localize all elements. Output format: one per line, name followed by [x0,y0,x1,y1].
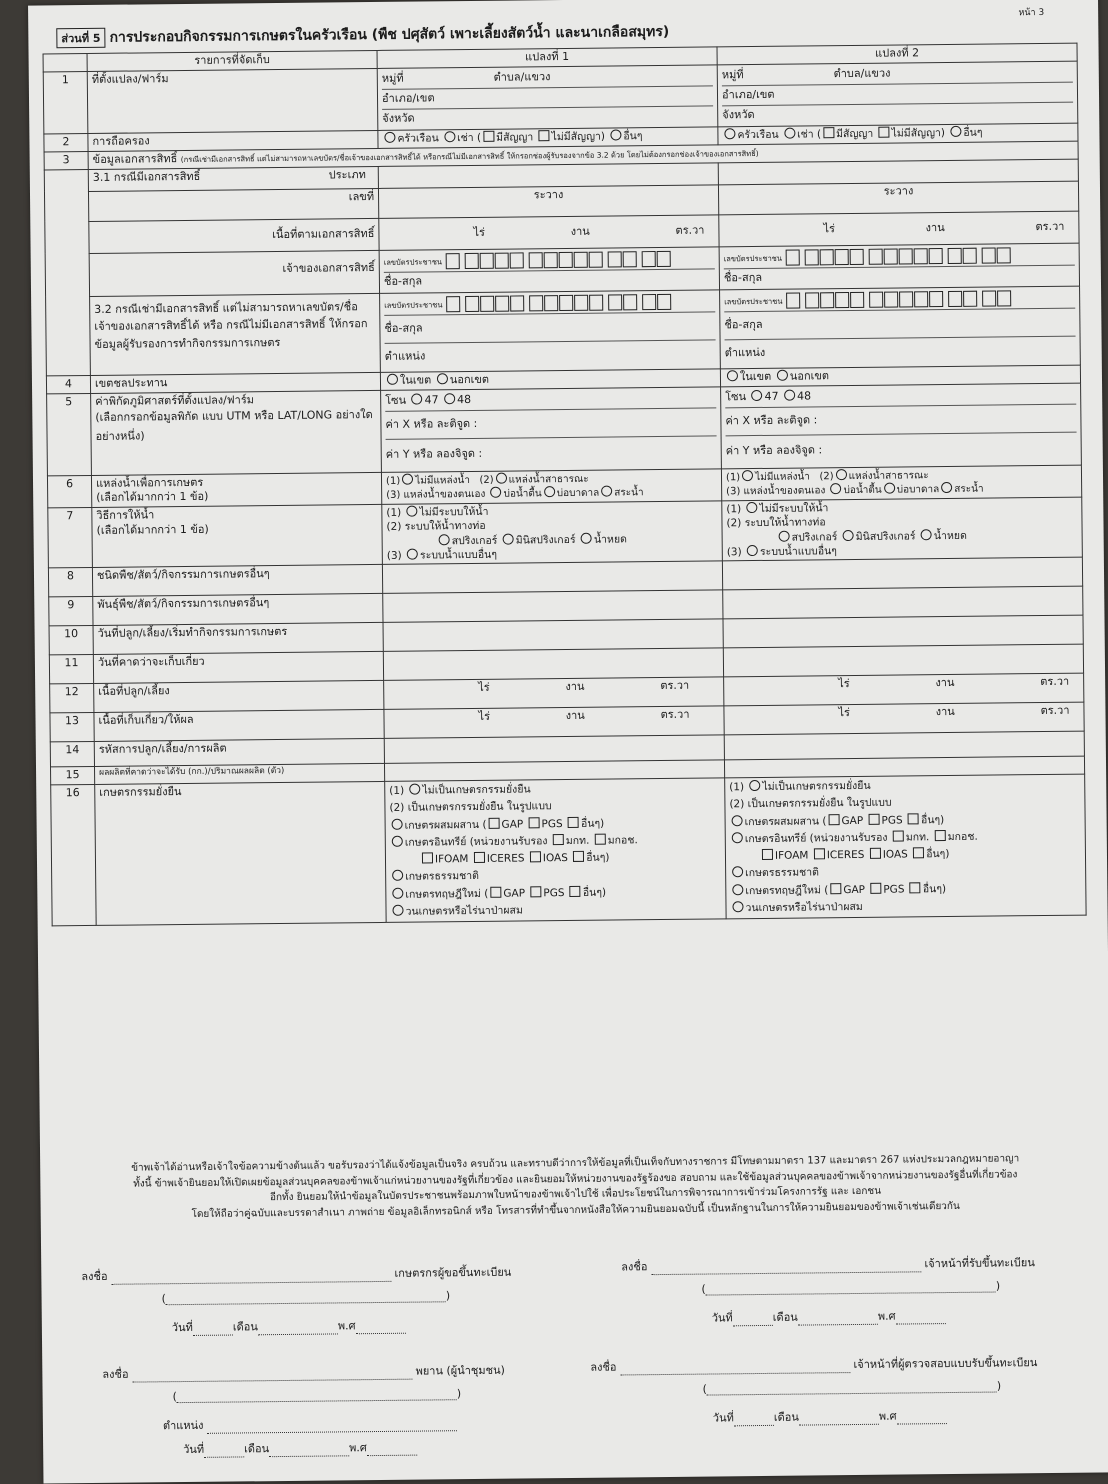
checkbox-icon[interactable] [868,813,879,824]
radio-icon[interactable] [387,373,398,384]
signature-line[interactable] [651,1271,921,1275]
checkbox-icon[interactable] [573,851,584,862]
radio-icon[interactable] [409,783,420,794]
radio-icon[interactable] [747,545,758,556]
radio-icon[interactable] [732,867,743,878]
plot1-irrigation-zone[interactable]: ในเขต นอกเขต [380,369,720,390]
plot2-planted-area[interactable]: ไร่ งาน ตร.วา [724,673,1084,706]
id-card-boxes[interactable] [786,290,1012,308]
plot1-location[interactable]: หมู่ที่ ตำบล/แขวง อำเภอ/เขต จังหวัด [377,65,718,131]
checkbox-icon[interactable] [893,830,904,841]
plot1-deed-number[interactable]: ระวาง [378,185,718,219]
plot2-sustainable-agri[interactable]: (1) ไม่เป็นเกษตรกรรมยั่งยืน (2) เป็นเกษตรกรรมยั่งยืน ในรูปแบบ เกษตรผสมผสาน ( GAP PGS อื่นๆ) เกษตรอินทรีย์ (หน่วยงานรับรอง มกท. มกอช. IFOAM ICERES IOAS อื่นๆ) เกษตรธรรมชาติ เกษตรทฤษฎีใหม่ ( GAP PGS อื่นๆ) วนเกษตรหรือไร่นาป่าผสม [725,774,1086,919]
radio-icon[interactable] [777,369,788,380]
checkbox-icon[interactable] [483,131,494,142]
header-item: รายการที่จัดเก็บ [87,50,377,71]
row-plant-date: 10 วันที่ปลูก/เลี้ยง/เริ่มทำกิจกรรมการเกษตร [49,615,1083,655]
checkbox-icon[interactable] [539,130,550,141]
radio-icon[interactable] [581,532,592,543]
plot1-sustainable-agri[interactable]: (1) ไม่เป็นเกษตรกรรมยั่งยืน (2) เป็นเกษตรกรรมยั่งยืน ในรูปแบบ เกษตรผสมผสาน ( GAP PGS อื่นๆ) เกษตรอินทรีย์ (หน่วยงานรับรอง มกท. มกอช. IFOAM ICERES IOAS อื่นๆ) เกษตรธรรมชาติ เกษตรทฤษฎีใหม่ ( GAP PGS อื่นๆ) วนเกษตรหรือไร่นาป่าผสม [385,778,726,923]
radio-icon[interactable] [921,529,932,540]
radio-icon[interactable] [836,469,847,480]
radio-icon[interactable] [830,483,841,494]
id-card-boxes[interactable] [446,294,672,312]
row-expected-yield: 15 ผลผลิตที่คาดว่าจะได้รับ (กก.)/ปริมาณผลผลิต (ตัว) [51,756,1085,785]
signature-farmer-date: วันที่ เดือน พ.ศ [172,1316,406,1336]
checkbox-icon[interactable] [530,886,541,897]
row-crop-variety: 9 พันธุ์พืช/สัตว์/กิจกรรมการเกษตรอื่นๆ [49,586,1083,626]
radio-icon[interactable] [392,870,403,881]
plot2-coordinates[interactable]: โซน 47 48 ค่า X หรือ ละติจูด : ค่า Y หรือ ลองจิจูด : [721,383,1082,469]
checkbox-icon[interactable] [828,814,839,825]
plot1-planted-area[interactable]: ไร่ งาน ตร.วา [384,677,724,710]
row-certifier: 3.2 กรณีเช่ามีเอกสารสิทธิ์ แต่ไม่สามารถหาเลขบัตร/ชื่อเจ้าของเอกสารสิทธิ์ได้ หรือ กรณีไม่มีเอกสารสิทธิ์ ให้กรอกข้อมูลผู้รับรองการทำกิจกรรมการเกษตร เลขบัตรประชาชน ชื่อ-สกุล ตำแหน่ง เลขบัตรประชาชน ชื่อ-สกุล ตำแหน่ง [46,286,1081,376]
radio-icon[interactable] [437,373,448,384]
radio-icon[interactable] [439,534,450,545]
row-crop-type: 8 ชนิดพืช/สัตว์/กิจกรรมการเกษตรอื่นๆ [48,557,1082,597]
radio-icon[interactable] [392,818,403,829]
section-title-text: การประกอบกิจกรรมการเกษตรในครัวเรือน (พืช ปศุสัตว์ เพาะเลี้ยงสัตว์น้ำ และนาเกลือสมุทร) [109,23,670,46]
radio-icon[interactable] [384,132,395,143]
signature-line[interactable] [111,1281,391,1285]
plot1-coordinates[interactable]: โซน 47 48 ค่า X หรือ ละติจูด : ค่า Y หรือ ลองจิจูด : [381,386,722,472]
form-page [28,0,1108,1484]
plot2-plant-date[interactable] [723,615,1083,648]
row-sustainable-agri: 16 เกษตรกรรมยั่งยืน (1) ไม่เป็นเกษตรกรรมยั่งยืน (2) เป็นเกษตรกรรมยั่งยืน ในรูปแบบ เกษตรผสมผสาน ( GAP PGS อื่นๆ) เกษตรอินทรีย์ (หน่วยงานรับรอง มกท. มกอช. IFOAM ICERES IOAS อื่นๆ) เกษตรธรรมชาติ เกษตรทฤษฎีใหม่ ( GAP PGS อื่นๆ) วนเกษตรหรือไร่นาป่าผสม (1) ไม่เป็นเกษตรกรรมยั่งยืน (2) เป็นเกษตรกรรมยั่งยืน ในรูปแบบ เกษตรผสมผสาน ( GAP PGS อื่นๆ) เกษตรอินทรีย์ (หน่วยงานรับรอง มกท. มกอช. IFOAM ICERES IOAS อื่นๆ) เกษตรธรรมชาติ เกษตรทฤษฎีใหม่ ( GAP PGS อื่นๆ) วนเกษตรหรือไร่นาป่าผสม [51,774,1086,926]
signature-line[interactable] [132,1379,412,1383]
signature-officer-name: ( ) [701,1279,1001,1296]
checkbox-icon[interactable] [878,127,889,138]
radio-icon[interactable] [407,548,418,559]
plot1-crop-variety[interactable] [383,590,723,623]
radio-icon[interactable] [601,486,612,497]
signature-farmer: ลงชื่อ เกษตรกรผู้ขอขึ้นทะเบียน [81,1265,512,1284]
plot2-deed-owner[interactable]: เลขบัตรประชาชน ชื่อ-สกุล [719,243,1079,290]
checkbox-icon[interactable] [830,883,841,894]
name-line[interactable] [166,1301,446,1305]
plot2-water-source[interactable]: (1) ไม่มีแหล่งน้ำ (2) แหล่งน้ำสาธารณะ (3) แหล่งน้ำของตนเอง บ่อน้ำตื้น บ่อบาดาล สระน้ำ [721,465,1081,501]
signature-witness: ลงชื่อ พยาน (ผู้นำชุมชน) [102,1363,505,1381]
checkbox-icon[interactable] [870,882,881,893]
radio-icon[interactable] [749,780,760,791]
plot1-harvest-date[interactable] [383,648,723,681]
radio-icon[interactable] [742,470,753,481]
radio-icon[interactable] [779,530,790,541]
checkbox-icon[interactable] [913,847,924,858]
radio-icon[interactable] [444,393,455,404]
row-location: 1 ที่ตั้งแปลง/ฟาร์ม หมู่ที่ ตำบล/แขวง อำเภอ/เขต จังหวัด หมู่ที่ ตำบล/แขวง อำเภอ/เขต จังหวัด [43,61,1078,134]
checkbox-icon[interactable] [528,817,539,828]
checkbox-icon[interactable] [530,851,541,862]
checkbox-icon[interactable] [908,813,919,824]
row-deed-owner: เจ้าของเอกสารสิทธิ์ เลขบัตรประชาชน ชื่อ-สกุล เลขบัตรประชาชน ชื่อ-สกุล [45,243,1079,297]
plot1-deed-area[interactable]: ไร่ งาน ตร.วา [379,215,719,251]
signature-witness-date: วันที่ เดือน พ.ศ [183,1438,417,1458]
checkbox-icon[interactable] [474,852,485,863]
radio-icon[interactable] [544,486,555,497]
radio-icon[interactable] [784,128,795,139]
plot1-watering-method[interactable]: (1) ไม่มีระบบให้น้ำ (2) ระบบให้น้ำทางท่อ สปริงเกอร์ มินิสปริงเกอร์ น้ำหยด (3) ระบบน้ำแบบอื่นๆ [382,501,723,564]
plot1-plant-date[interactable] [383,619,723,652]
position-line[interactable] [207,1430,457,1434]
plot2-crop-type[interactable] [722,557,1082,590]
plot1-deed-owner[interactable]: เลขบัตรประชาชน ชื่อ-สกุล [379,247,719,294]
row-planted-area: 12 เนื้อที่ปลูก/เลี้ยง ไร่ งาน ตร.วา ไร่ งาน ตร.วา [50,673,1084,713]
radio-icon[interactable] [724,128,735,139]
checkbox-icon[interactable] [490,886,501,897]
checkbox-icon[interactable] [570,886,581,897]
row-harvested-area: 13 เนื้อที่เก็บเกี่ยว/ให้ผล ไร่ งาน ตร.วา ไร่ งาน ตร.วา [50,702,1084,742]
radio-icon[interactable] [884,483,895,494]
signature-checker-name: ( ) [702,1379,1002,1396]
radio-icon[interactable] [610,129,621,140]
checkbox-icon[interactable] [422,853,433,864]
section-title [56,21,669,49]
signature-officer-date: วันที่ เดือน พ.ศ [712,1306,946,1326]
plot2-harvest-date[interactable] [723,644,1083,677]
signature-officer: ลงชื่อ เจ้าหน้าที่รับขึ้นทะเบียน [621,1256,1035,1274]
signature-witness-name: ( ) [172,1387,462,1404]
checkbox-icon[interactable] [870,848,881,859]
signature-witness-position: ตำแหน่ง [163,1413,457,1434]
radio-icon[interactable] [412,393,423,404]
radio-icon[interactable] [392,905,403,916]
row-irrigation-zone: 4 เขตชลประทาน ในเขต นอกเขต ในเขต นอกเขต [46,365,1080,394]
plot2-tenure[interactable]: ครัวเรือน เช่า ( มีสัญญา ไม่มีสัญญา) อื่นๆ [718,123,1078,145]
radio-icon[interactable] [751,389,762,400]
row-deed-number: เลขที่ ระวาง ระวาง [44,181,1078,222]
row-deed-area: เนื้อที่ตามเอกสารสิทธิ์ ไร่ งาน ตร.วา ไร่ งาน ตร.วา [45,211,1079,254]
agri-activity-table [43,43,1087,927]
plot2-crop-variety[interactable] [723,586,1083,619]
signature-checker-date: วันที่ เดือน พ.ศ [713,1406,947,1426]
radio-icon[interactable] [491,487,502,498]
row-production-code: 14 รหัสการปลูก/เลี้ยง/การผลิต [50,731,1084,767]
checkbox-icon[interactable] [553,834,564,845]
checkbox-icon[interactable] [568,816,579,827]
plot1-tenure[interactable]: ครัวเรือน เช่า ( มีสัญญา ไม่มีสัญญา) อื่นๆ [378,127,718,148]
plot2-watering-method[interactable]: (1) ไม่มีระบบให้น้ำ (2) ระบบให้น้ำทางท่อ สปริงเกอร์ มินิสปริงเกอร์ น้ำหยด (3) ระบบน้ำแบบอื่นๆ [722,497,1083,560]
radio-icon[interactable] [784,389,795,400]
name-line[interactable] [707,1392,997,1396]
row-deed-type: 3.1 กรณีมีเอกสารสิทธิ์ ประเภท [44,159,1078,192]
row-deed-info: 3 ข้อมูลเอกสารสิทธิ์ (กรณีเช่ามีเอกสารสิทธิ์ แต่ไม่สามารถหาเลขบัตร/ชื่อเจ้าของเอกสารสิทธิ์ได้ หรือกรณีไม่มีเอกสารสิทธิ์ ให้กรอกช่องผู้รับรองจากข้อ 3.2 ด้วย โดยไม่ต้องกรอกช่องเจ้าของเอกสารสิทธิ์) [44,141,1078,170]
signature-line[interactable] [620,1372,850,1375]
section-number: ส่วนที่ 5 [56,28,105,49]
row-coordinates: 5 ค่าพิกัดภูมิศาสตร์ที่ตั้งแปลง/ฟาร์ม (เลือกกรอกข้อมูลพิกัด แบบ UTM หรือ LAT/LONG อย่างใดอย่างหนึ่ง) โซน 47 48 ค่า X หรือ ละติจูด : ค่า Y หรือ ลองจิจูด : โซน 47 48 ค่า X หรือ ละติจูด : ค่า Y หรือ ลองจิจูด : [47,383,1082,476]
checkbox-icon[interactable] [935,830,946,841]
radio-icon[interactable] [503,533,514,544]
row-watering-method: 7 วิธีการให้น้ำ (เลือกได้มากกว่า 1 ข้อ) (1) ไม่มีระบบให้น้ำ (2) ระบบให้น้ำทางท่อ สปริงเกอร์ มินิสปริงเกอร์ น้ำหยด (3) ระบบน้ำแบบอื่นๆ (1) ไม่มีระบบให้น้ำ (2) ระบบให้น้ำทางท่อ สปริงเกอร์ มินิสปริงเกอร์ น้ำหยด (3) ระบบน้ำแบบอื่นๆ [48,497,1083,568]
checkbox-icon[interactable] [814,848,825,859]
radio-icon[interactable] [407,506,418,517]
checkbox-icon[interactable] [488,817,499,828]
plot2-deed-number[interactable]: ระวาง [718,181,1078,215]
plot2-irrigation-zone[interactable]: ในเขต นอกเขต [720,365,1080,387]
plot2-harvested-area[interactable]: ไร่ งาน ตร.วา [724,702,1084,735]
id-card-boxes[interactable] [445,251,671,269]
id-card-boxes[interactable] [785,247,1011,265]
radio-icon[interactable] [732,815,743,826]
row-harvest-date: 11 วันที่คาดว่าจะเก็บเกี่ยว [49,644,1083,684]
signature-checker: ลงชื่อ เจ้าหน้าที่ผู้ตรวจสอบแบบรับขึ้นทะเบียน [590,1356,1038,1374]
plot2-certifier[interactable]: เลขบัตรประชาชน ชื่อ-สกุล ตำแหน่ง [720,286,1081,369]
checkbox-icon[interactable] [595,833,606,844]
plot1-production-code[interactable] [384,735,724,764]
plot1-water-source[interactable]: (1) ไม่มีแหล่งน้ำ (2) แหล่งน้ำสาธารณะ (3) แหล่งน้ำของตนเอง บ่อน้ำตื้น บ่อบาดาล สระน้ำ [381,468,721,504]
plot2-location[interactable]: หมู่ที่ ตำบล/แขวง อำเภอ/เขต จังหวัด [717,61,1078,127]
checkbox-icon[interactable] [762,849,773,860]
checkbox-icon[interactable] [910,882,921,893]
radio-icon[interactable] [843,530,854,541]
plot2-production-code[interactable] [724,731,1084,760]
plot1-crop-type[interactable] [382,561,722,594]
checkbox-icon[interactable] [823,127,834,138]
row-water-source: 6 แหล่งน้ำเพื่อการเกษตร (เลือกได้มากกว่า 1 ข้อ) (1) ไม่มีแหล่งน้ำ (2) แหล่งน้ำสาธารณะ (3) แหล่งน้ำของตนเอง บ่อน้ำตื้น บ่อบาดาล สระน้ำ (1) ไม่มีแหล่งน้ำ (2) แหล่งน้ำสาธารณะ (3) แหล่งน้ำของตนเอง บ่อน้ำตื้น บ่อบาดาล สระน้ำ [47,465,1081,509]
radio-icon[interactable] [727,370,738,381]
radio-icon[interactable] [732,832,743,843]
radio-icon[interactable] [496,472,507,483]
radio-icon[interactable] [392,888,403,899]
plot1-certifier[interactable]: เลขบัตรประชาชน ชื่อ-สกุล ตำแหน่ง [380,290,721,373]
header-plot-1: แปลงที่ 1 [377,47,717,69]
radio-icon[interactable] [950,126,961,137]
header-plot-2: แปลงที่ 2 [717,43,1077,65]
radio-icon[interactable] [392,836,403,847]
name-line[interactable] [177,1399,457,1403]
radio-icon[interactable] [732,901,743,912]
plot2-deed-area[interactable]: ไร่ งาน ตร.วา [719,211,1079,247]
plot1-harvested-area[interactable]: ไร่ งาน ตร.วา [384,706,724,739]
signature-farmer-name: ( ) [161,1289,451,1306]
radio-icon[interactable] [402,473,413,484]
consent-declaration: ข้าพเจ้าได้อ่านหรือเจ้าใจข้อความข้างต้นแล้ว ขอรับรองว่าได้แจ้งข้อมูลเป็นจริง ครบถ้วน และทราบดีว่าการให้ข้อมูลที่เป็นเท็จกับทางราชการ มีโทษตามมาตรา 137 และมาตรา 267 แห่งประมวลกฎหมายอาญา ทั้งนี้ ข้าพเจ้ายินยอมให้เปิดเผยข้อมูลส่วนบุคคลของข้าพเจ้าแก่หน่วยงานของรัฐที่เกี่ยวข้อง และยินยอมให้หน่วยงานของรัฐร้องขอ สอบถาม และใช้ข้อมูลส่วนบุคคลของข้าพเจ้าจากหน่วยงานของรัฐอื่นที่เกี่ยวข้อง อีกทั้ง ยินยอมให้นำข้อมูลในบัตรประชาชนพร้อมภาพใบหน้าของข้าพเจ้าไปใช้ เพื่อประโยชน์ในการพิจารณาการเข้าร่วมโครงการรัฐ และ เอกชน โดยให้ถือว่าคู่ฉบับและบรรดาสำเนา ภาพถ่าย ข้อมูลอิเล็กทรอนิกส์ หรือ โทรสารที่ทำขึ้นจากหนังสือให้ความยินยอมฉบับนี้ เป็นหลักฐานในการให้ความยินยอมของข้าพเจ้าเช่นเดียวกัน [131,1153,1020,1220]
radio-icon[interactable] [746,502,757,513]
name-line[interactable] [706,1292,996,1296]
row-tenure: 2 การถือครอง ครัวเรือน เช่า ( มีสัญญา ไม่มีสัญญา) อื่นๆ ครัวเรือน เช่า ( มีสัญญา ไม่มีสัญญา) อื่นๆ [44,123,1078,152]
radio-icon[interactable] [732,884,743,895]
radio-icon[interactable] [444,131,455,142]
page-number: หน้า 3 [1018,7,1045,19]
radio-icon[interactable] [941,482,952,493]
